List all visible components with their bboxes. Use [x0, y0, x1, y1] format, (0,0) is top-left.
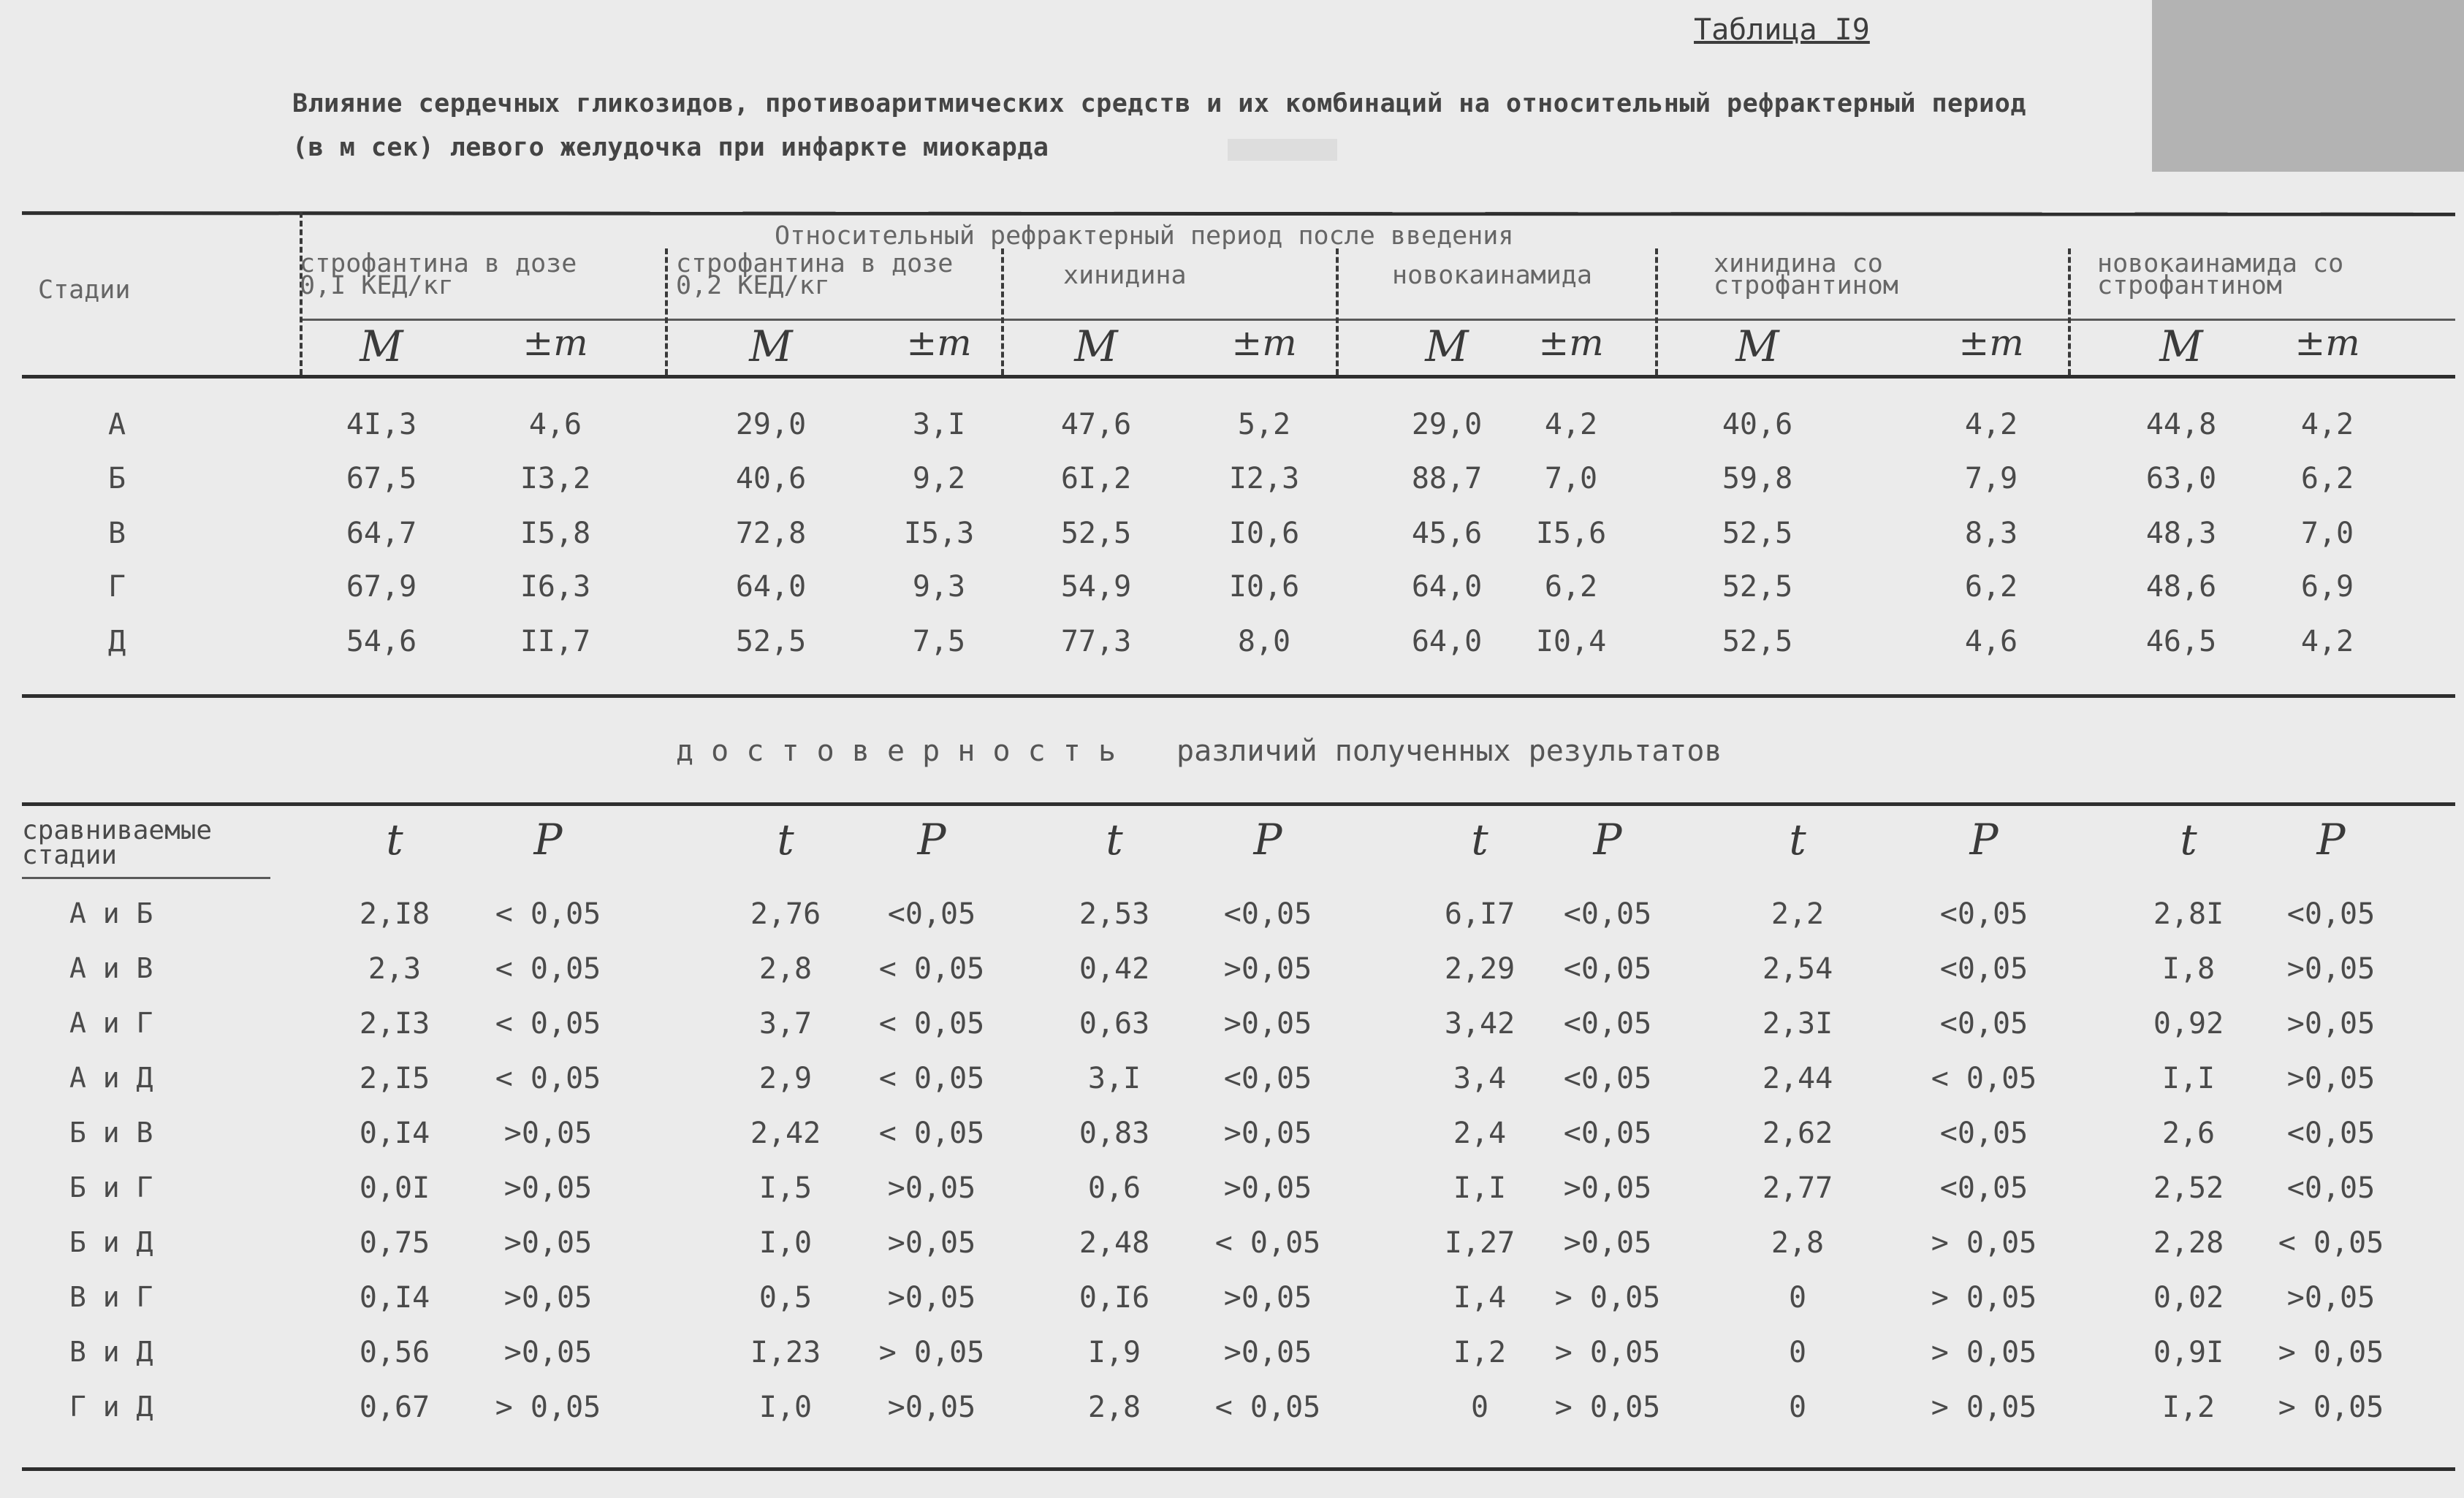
p-value-cell: <0,05 — [2286, 1117, 2376, 1150]
caption-line-2: (в м сек) левого желудочка при инфаркте миокарда — [292, 133, 1049, 162]
p-value-cell: > 0,05 — [1554, 1281, 1661, 1315]
p-value-cell: >0,05 — [503, 1336, 593, 1369]
t-value-cell: 3,7 — [758, 1007, 813, 1041]
p-value-cell: >0,05 — [2286, 952, 2376, 986]
compared-stages-label: сравниваемые стадии — [22, 815, 213, 870]
t-value-cell: 0,42 — [1079, 952, 1150, 986]
table-cell: 6,9 — [2300, 570, 2354, 604]
table-cell: 4,2 — [1544, 408, 1598, 441]
t-value-cell: 2,I3 — [359, 1007, 430, 1041]
stat-t-header: t — [777, 815, 794, 864]
table-cell: 64,0 — [735, 570, 807, 604]
col-sep-3 — [1336, 248, 1342, 375]
stage-label: А — [107, 408, 126, 441]
p-value-cell: > 0,05 — [2278, 1336, 2384, 1369]
stat-p-header: P — [1969, 815, 1999, 864]
stat-pm-header: ±m — [906, 322, 972, 364]
p-value-cell: <0,05 — [1563, 897, 1652, 931]
table-cell: 52,5 — [1060, 517, 1132, 550]
t-value-cell: 6,I7 — [1444, 897, 1516, 931]
table-cell: I2,3 — [1228, 462, 1300, 495]
table-cell: 52,5 — [1722, 625, 1793, 658]
top-rule — [22, 211, 2455, 216]
p-value-cell: < 0,05 — [2278, 1226, 2384, 1260]
table-cell: I5,6 — [1535, 517, 1607, 550]
t-value-cell: 3,4 — [1453, 1062, 1507, 1095]
col-header-4: новокаинамида — [1392, 261, 1592, 290]
p-value-cell: >0,05 — [503, 1226, 593, 1260]
table-cell: 6,2 — [1544, 570, 1598, 604]
t-value-cell: I,2 — [2161, 1391, 2216, 1424]
table-cell: I0,6 — [1228, 570, 1300, 604]
t-value-cell: 2,77 — [1762, 1171, 1833, 1205]
table-cell: 52,5 — [735, 625, 807, 658]
table-cell: 4,2 — [2300, 625, 2354, 658]
comparison-pair-label: А и В — [69, 952, 153, 984]
table-cell: I0,4 — [1535, 625, 1607, 658]
table-cell: 88,7 — [1411, 462, 1483, 495]
table-cell: 48,6 — [2145, 570, 2217, 604]
t-value-cell: 2,52 — [2153, 1171, 2224, 1205]
t-value-cell: 0,I6 — [1079, 1281, 1150, 1315]
p-value-cell: >0,05 — [2286, 1281, 2376, 1315]
p-value-cell: <0,05 — [1939, 1117, 2028, 1150]
p-value-cell: < 0,05 — [495, 1062, 601, 1095]
p-value-cell: <0,05 — [1939, 897, 2028, 931]
p-value-cell: > 0,05 — [1554, 1336, 1661, 1369]
table-cell: 29,0 — [735, 408, 807, 441]
t-value-cell: 0,02 — [2153, 1281, 2224, 1315]
p-value-cell: >0,05 — [1223, 1281, 1312, 1315]
t-value-cell: 3,42 — [1444, 1007, 1516, 1041]
p-value-cell: >0,05 — [1223, 1171, 1312, 1205]
t-value-cell: 2,4 — [1453, 1117, 1507, 1150]
comparison-pair-label: В и Д — [69, 1336, 153, 1368]
stat-t-header: t — [2180, 815, 2197, 864]
t-value-cell: I,8 — [2161, 952, 2216, 986]
t-value-cell: 2,29 — [1444, 952, 1516, 986]
p-value-cell: < 0,05 — [1214, 1226, 1321, 1260]
table-cell: 54,6 — [346, 625, 417, 658]
stat-t-header: t — [386, 815, 403, 864]
t-value-cell: I,4 — [1453, 1281, 1507, 1315]
table-cell: 4,2 — [1964, 408, 2018, 441]
t-value-cell: 2,3I — [1762, 1007, 1833, 1041]
t-value-cell: I,0 — [758, 1391, 813, 1424]
p-value-cell: >0,05 — [2286, 1062, 2376, 1095]
header-bottom-rule — [22, 375, 2455, 379]
comparison-pair-label: Г и Д — [69, 1391, 153, 1423]
t-value-cell: 0,67 — [359, 1391, 430, 1424]
comparison-pair-label: В и Г — [69, 1281, 153, 1313]
t-value-cell: 0 — [1470, 1391, 1489, 1424]
t-value-cell: 3,I — [1087, 1062, 1141, 1095]
t-value-cell: 0,6 — [1087, 1171, 1141, 1205]
table-cell: 45,6 — [1411, 517, 1483, 550]
group-header: Относительный рефрактерный период после введения — [775, 221, 1514, 251]
main-table-bottom-rule — [22, 694, 2455, 698]
p-value-cell: > 0,05 — [1931, 1226, 2037, 1260]
table-cell: 6,2 — [1964, 570, 2018, 604]
p-value-cell: >0,05 — [887, 1391, 976, 1424]
comparison-top-rule — [22, 802, 2455, 806]
stat-t-header: t — [1106, 815, 1123, 864]
comparison-bottom-rule — [22, 1467, 2455, 1471]
col-sep-5 — [2068, 248, 2074, 375]
t-value-cell: 2,8 — [1087, 1391, 1141, 1424]
col-header-5: хинидина со строфантином — [1714, 249, 1898, 300]
t-value-cell: 2,2 — [1771, 897, 1825, 931]
p-value-cell: >0,05 — [2286, 1007, 2376, 1041]
stat-m-header: M — [1074, 322, 1118, 371]
table-cell: I6,3 — [520, 570, 591, 604]
stat-t-header: t — [1471, 815, 1488, 864]
p-value-cell: <0,05 — [887, 897, 976, 931]
stat-p-header: P — [2316, 815, 2346, 864]
comparison-header-rule — [22, 877, 270, 879]
stages-header: Стадии — [38, 275, 131, 305]
t-value-cell: 2,3 — [368, 952, 422, 986]
stat-p-header: P — [533, 815, 563, 864]
t-value-cell: 2,I5 — [359, 1062, 430, 1095]
section-title-significance: д о с т о в е р н о с т ь — [676, 734, 1117, 768]
col-sep-1 — [665, 248, 671, 375]
p-value-cell: < 0,05 — [878, 1062, 985, 1095]
comparison-pair-label: Б и Д — [69, 1226, 153, 1258]
p-value-cell: >0,05 — [887, 1226, 976, 1260]
p-value-cell: <0,05 — [1563, 1117, 1652, 1150]
comparison-pair-label: Б и Г — [69, 1171, 153, 1204]
p-value-cell: <0,05 — [1223, 1062, 1312, 1095]
table-cell: 4I,3 — [346, 408, 417, 441]
t-value-cell: 0,9I — [2153, 1336, 2224, 1369]
t-value-cell: 0,92 — [2153, 1007, 2224, 1041]
p-value-cell: <0,05 — [1563, 1007, 1652, 1041]
table-cell: I5,8 — [520, 517, 591, 550]
p-value-cell: < 0,05 — [1214, 1391, 1321, 1424]
table-cell: 59,8 — [1722, 462, 1793, 495]
table-cell: 67,9 — [346, 570, 417, 604]
t-value-cell: I,I — [2161, 1062, 2216, 1095]
p-value-cell: >0,05 — [1563, 1171, 1652, 1205]
t-value-cell: 2,42 — [750, 1117, 821, 1150]
p-value-cell: >0,05 — [503, 1281, 593, 1315]
p-value-cell: >0,05 — [1223, 1336, 1312, 1369]
table-cell: 64,0 — [1411, 570, 1483, 604]
comparison-pair-label: А и Г — [69, 1007, 153, 1039]
table-cell: 48,3 — [2145, 517, 2217, 550]
p-value-cell: >0,05 — [1223, 1117, 1312, 1150]
t-value-cell: I,23 — [750, 1336, 821, 1369]
col-header-1: строфантина в дозе 0,I КЕД/кг — [300, 249, 577, 300]
stage-label: В — [107, 517, 126, 550]
col-header-6: новокаинамида со строфантином — [2097, 249, 2344, 300]
t-value-cell: I,2 — [1453, 1336, 1507, 1369]
t-value-cell: 0,I4 — [359, 1281, 430, 1315]
t-value-cell: 2,6 — [2161, 1117, 2216, 1150]
p-value-cell: > 0,05 — [2278, 1391, 2384, 1424]
stat-pm-header: ±m — [522, 322, 588, 364]
col-sep-2 — [1001, 248, 1007, 375]
stat-m-header: M — [360, 322, 403, 371]
table-cell: 67,5 — [346, 462, 417, 495]
table-cell: 64,0 — [1411, 625, 1483, 658]
table-cell: 40,6 — [1722, 408, 1793, 441]
p-value-cell: > 0,05 — [878, 1336, 985, 1369]
p-value-cell: <0,05 — [2286, 897, 2376, 931]
t-value-cell: 2,76 — [750, 897, 821, 931]
table-cell: 7,9 — [1964, 462, 2018, 495]
comparison-pair-label: А и Д — [69, 1062, 153, 1094]
stat-t-header: t — [1789, 815, 1806, 864]
p-value-cell: > 0,05 — [1554, 1391, 1661, 1424]
table-cell: 40,6 — [735, 462, 807, 495]
stat-m-header: M — [2159, 322, 2203, 371]
table-cell: 77,3 — [1060, 625, 1132, 658]
p-value-cell: < 0,05 — [878, 952, 985, 986]
p-value-cell: <0,05 — [1563, 952, 1652, 986]
p-value-cell: >0,05 — [1563, 1226, 1652, 1260]
stat-pm-header: ±m — [1231, 322, 1297, 364]
p-value-cell: >0,05 — [503, 1171, 593, 1205]
t-value-cell: 2,53 — [1079, 897, 1150, 931]
p-value-cell: < 0,05 — [878, 1007, 985, 1041]
stat-m-header: M — [1735, 322, 1779, 371]
stage-label: Д — [107, 625, 126, 658]
p-value-cell: <0,05 — [1939, 952, 2028, 986]
p-value-cell: < 0,05 — [495, 897, 601, 931]
t-value-cell: 2,44 — [1762, 1062, 1833, 1095]
t-value-cell: 0,56 — [359, 1336, 430, 1369]
p-value-cell: <0,05 — [1563, 1062, 1652, 1095]
p-value-cell: >0,05 — [887, 1171, 976, 1205]
t-value-cell: 2,48 — [1079, 1226, 1150, 1260]
stat-pm-header: ±m — [2294, 322, 2360, 364]
table-caption — [292, 82, 2026, 170]
table-cell: 63,0 — [2145, 462, 2217, 495]
t-value-cell: 0,75 — [359, 1226, 430, 1260]
p-value-cell: > 0,05 — [1931, 1336, 2037, 1369]
t-value-cell: I,0 — [758, 1226, 813, 1260]
t-value-cell: 0,83 — [1079, 1117, 1150, 1150]
stat-pm-header: ±m — [1538, 322, 1604, 364]
t-value-cell: I,9 — [1087, 1336, 1141, 1369]
p-value-cell: < 0,05 — [495, 1007, 601, 1041]
p-value-cell: < 0,05 — [878, 1117, 985, 1150]
table-number: Таблица I9 — [1694, 13, 1870, 47]
table-cell: 6I,2 — [1060, 462, 1132, 495]
stat-m-header: M — [749, 322, 793, 371]
t-value-cell: 0 — [1788, 1336, 1807, 1369]
stat-p-header: P — [1593, 815, 1622, 864]
p-value-cell: >0,05 — [1223, 952, 1312, 986]
t-value-cell: 0 — [1788, 1391, 1807, 1424]
table-cell: 52,5 — [1722, 517, 1793, 550]
table-cell: 46,5 — [2145, 625, 2217, 658]
table-cell: 47,6 — [1060, 408, 1132, 441]
t-value-cell: 2,62 — [1762, 1117, 1833, 1150]
table-cell: 7,0 — [2300, 517, 2354, 550]
table-cell: 29,0 — [1411, 408, 1483, 441]
table-cell: I5,3 — [903, 517, 975, 550]
stat-m-header: M — [1425, 322, 1469, 371]
t-value-cell: I,5 — [758, 1171, 813, 1205]
t-value-cell: 0,I4 — [359, 1117, 430, 1150]
col-sep-4 — [1655, 248, 1661, 375]
p-value-cell: >0,05 — [887, 1281, 976, 1315]
table-cell: 4,2 — [2300, 408, 2354, 441]
table-cell: 3,I — [912, 408, 966, 441]
stage-label: Б — [107, 462, 126, 495]
t-value-cell: 2,8 — [758, 952, 813, 986]
table-cell: 4,6 — [528, 408, 582, 441]
t-value-cell: 2,8I — [2153, 897, 2224, 931]
table-cell: 7,0 — [1544, 462, 1598, 495]
stage-label: Г — [107, 570, 126, 604]
t-value-cell: 2,9 — [758, 1062, 813, 1095]
table-cell: I3,2 — [520, 462, 591, 495]
stat-p-header: P — [1253, 815, 1282, 864]
t-value-cell: 0,63 — [1079, 1007, 1150, 1041]
t-value-cell: 0,5 — [758, 1281, 813, 1315]
table-cell: 44,8 — [2145, 408, 2217, 441]
t-value-cell: 2,54 — [1762, 952, 1833, 986]
p-value-cell: < 0,05 — [495, 952, 601, 986]
table-cell: 72,8 — [735, 517, 807, 550]
t-value-cell: I,27 — [1444, 1226, 1516, 1260]
table-cell: II,7 — [520, 625, 591, 658]
table-cell: 7,5 — [912, 625, 966, 658]
p-value-cell: <0,05 — [1939, 1007, 2028, 1041]
table-cell: 8,0 — [1237, 625, 1291, 658]
table-cell: 8,3 — [1964, 517, 2018, 550]
col-header-3: хинидина — [1063, 261, 1187, 290]
table-cell: 6,2 — [2300, 462, 2354, 495]
section-title-differences: различий полученных результатов — [1176, 734, 1722, 768]
stat-p-header: P — [917, 815, 946, 864]
p-value-cell: >0,05 — [1223, 1007, 1312, 1041]
p-value-cell: < 0,05 — [1931, 1062, 2037, 1095]
table-cell: 64,7 — [346, 517, 417, 550]
col-header-2: строфантина в дозе 0,2 КЕД/кг — [676, 249, 954, 300]
table-cell: 52,5 — [1722, 570, 1793, 604]
caption-line-1: Влияние сердечных гликозидов, противоаритмических средств и их комбинаций на относительный рефрактерный период — [292, 89, 2026, 118]
table-cell: 54,9 — [1060, 570, 1132, 604]
p-value-cell: > 0,05 — [495, 1391, 601, 1424]
comparison-pair-label: А и Б — [69, 897, 153, 929]
p-value-cell: > 0,05 — [1931, 1281, 2037, 1315]
comparison-pair-label: Б и В — [69, 1117, 153, 1149]
table-cell: 5,2 — [1237, 408, 1291, 441]
t-value-cell: 2,28 — [2153, 1226, 2224, 1260]
table-cell: 9,2 — [912, 462, 966, 495]
p-value-cell: <0,05 — [1939, 1171, 2028, 1205]
table-cell: 9,3 — [912, 570, 966, 604]
p-value-cell: >0,05 — [503, 1117, 593, 1150]
t-value-cell: 2,I8 — [359, 897, 430, 931]
t-value-cell: I,I — [1453, 1171, 1507, 1205]
p-value-cell: <0,05 — [2286, 1171, 2376, 1205]
t-value-cell: 0 — [1788, 1281, 1807, 1315]
t-value-cell: 2,8 — [1771, 1226, 1825, 1260]
header-subrule — [302, 319, 2455, 321]
p-value-cell: <0,05 — [1223, 897, 1312, 931]
table-cell: 4,6 — [1964, 625, 2018, 658]
p-value-cell: > 0,05 — [1931, 1391, 2037, 1424]
t-value-cell: 0,0I — [359, 1171, 430, 1205]
table-cell: I0,6 — [1228, 517, 1300, 550]
scan-gray-block — [2152, 0, 2464, 172]
stat-pm-header: ±m — [1958, 322, 2024, 364]
